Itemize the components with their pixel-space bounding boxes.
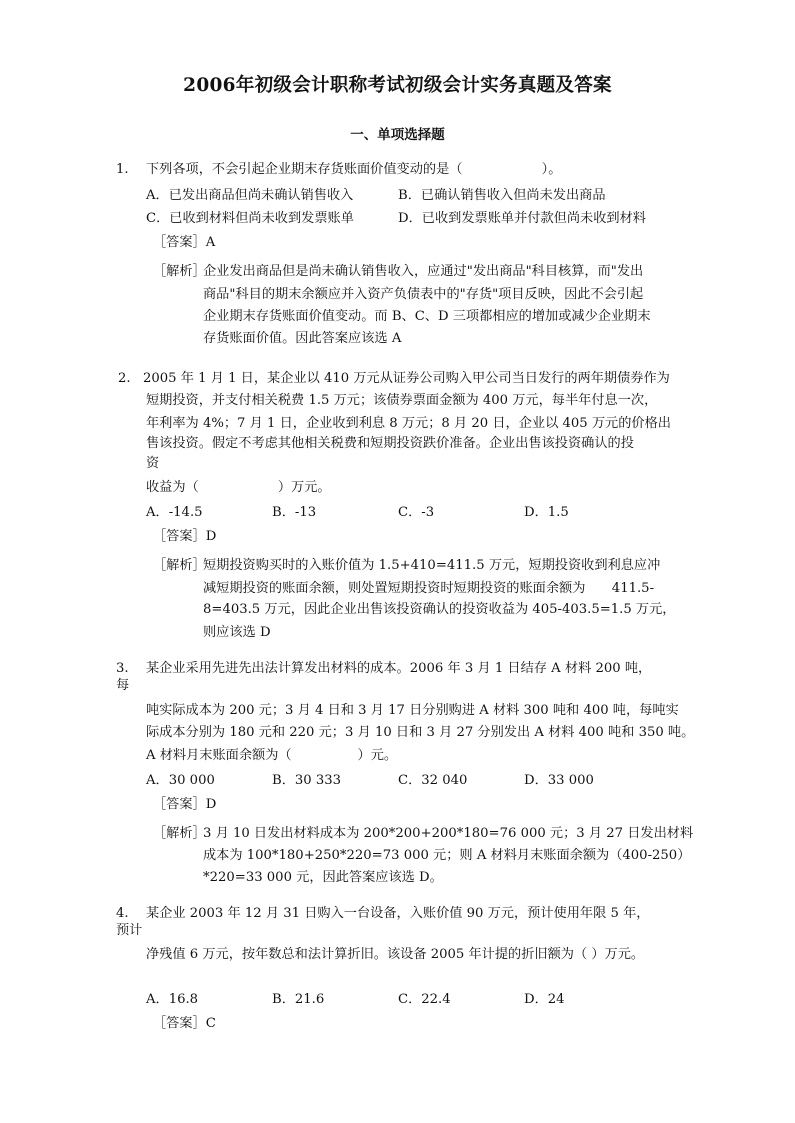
q2-stem-line: 2005 年 1 月 1 日，某企业以 410 万元从证券公司购入甲公司当日发行的两年期债券作为 <box>143 371 670 386</box>
q2-stem-line: 收益为（ ）万元。 <box>146 480 331 495</box>
q2-option-a: A．-14.5 <box>146 505 203 520</box>
q4-stem-line: 净残值 6 万元，按年数总和法计算折旧。该设备 2005 年计提的折旧额为（ ）万元。 <box>146 947 645 962</box>
q3-stem-line: 每 <box>116 678 130 693</box>
q3-analysis-line: 3 月 10 日发出材料成本为 200*200+200*180=76 000 元；3 月 27 日发出材料 <box>203 826 694 841</box>
section-heading: 一、单项选择题 <box>350 127 445 143</box>
document-title: 2006年初级会计职称考试初级会计实务真题及答案 <box>183 75 612 96</box>
q1-stem: 下列各项，不会引起企业期末存货账面价值变动的是（ ）。 <box>146 162 562 177</box>
q1-option-d: D．已收到发票账单并付款但尚未收到材料 <box>398 211 646 226</box>
q2-stem-line: 资 <box>146 456 160 471</box>
q1-analysis-label: ［解析］ <box>153 264 206 279</box>
q2-option-d: D．1.5 <box>524 505 569 520</box>
q2-stem-line: 短期投资，并支付相关税费 1.5 万元；该债券票面金额为 400 万元，每半年付息一次， <box>146 393 658 408</box>
q1-analysis-line: 商品"科目的期末余额应并入资产负债表中的"存货"项目反映，因此不会引起 <box>203 287 644 302</box>
q4-number: 4. <box>116 906 129 921</box>
q2-analysis-label: ［解析］ <box>153 558 206 573</box>
q4-stem-line: 某企业 2003 年 12 月 31 日购入一台设备，入账价值 90 万元，预计使用年限 5 年， <box>146 906 650 921</box>
q3-option-c: C．32 040 <box>398 773 468 788</box>
q3-answer: ［答案］D <box>153 797 217 812</box>
q4-option-d: D．24 <box>524 992 565 1007</box>
q4-option-b: B．21.6 <box>272 992 325 1007</box>
q1-option-c: C．已收到材料但尚未收到发票账单 <box>146 211 354 226</box>
q2-option-b: B．-13 <box>272 505 317 520</box>
q3-number: 3. <box>116 661 129 676</box>
q3-option-d: D．33 000 <box>524 773 594 788</box>
q2-stem-line: 年利率为 4%；7 月 1 日，企业收到利息 8 万元；8 月 20 日，企业以 405 万元的价格出 <box>146 416 671 431</box>
q1-option-a: A．已发出商品但尚未确认销售收入 <box>146 188 354 203</box>
q3-analysis-line: *220=33 000 元，因此答案应该选 D。 <box>203 870 443 885</box>
q2-analysis-line: 则应该选 D <box>203 625 271 640</box>
q3-analysis-line: 成本为 100*180+250*220=73 000 元；则 A 材料月末账面余额为（400-250） <box>203 848 691 863</box>
q2-analysis-line: 短期投资购买时的入账价值为 1.5+410=411.5 万元，短期投资收到利息应冲 <box>203 558 661 573</box>
q2-number: 2. <box>118 371 131 386</box>
q1-option-b: B．已确认销售收入但尚未发出商品 <box>398 188 606 203</box>
q2-stem-line: 售该投资。假定不考虑其他相关税费和短期投资跌价准备。企业出售该投资确认的投 <box>146 436 634 451</box>
q2-analysis-line: 减短期投资的账面余额，则处置短期投资时短期投资的账面余额为 411.5- <box>203 581 655 596</box>
q1-analysis-line: 企业发出商品但是尚未确认销售收入，应通过"发出商品"科目核算，而"发出 <box>203 264 644 279</box>
q3-option-b: B．30 333 <box>272 773 342 788</box>
q3-analysis-label: ［解析］ <box>153 826 206 841</box>
q1-analysis-line: 企业期末存货账面价值变动。而 B、C、D 三项都相应的增加或减少企业期末 <box>203 309 651 324</box>
q2-answer: ［答案］D <box>153 529 217 544</box>
q3-stem-line: A 材料月末账面余额为（ ）元。 <box>146 748 398 763</box>
q4-stem-line: 预计 <box>116 923 143 938</box>
q3-option-a: A．30 000 <box>146 773 215 788</box>
q3-stem-line: 际成本分别为 180 元和 220 元；3 月 10 日和 3 月 27 分别发出 A 材料 400 吨和 350 吨。 <box>146 725 695 740</box>
q2-option-c: C．-3 <box>398 505 435 520</box>
q3-stem-line: 吨实际成本为 200 元；3 月 4 日和 3 月 17 日分别购进 A 材料 300 吨和 400 吨，每吨实 <box>146 703 679 718</box>
q2-analysis-line: 8=403.5 万元，因此企业出售该投资确认的投资收益为 405-403.5=1.5 万元， <box>203 602 676 617</box>
q1-analysis-line: 存货账面价值。因此答案应该选 A <box>203 331 402 346</box>
q4-option-a: A．16.8 <box>146 992 199 1007</box>
q3-stem-line: 某企业采用先进先出法计算发出材料的成本。2006 年 3 月 1 日结存 A 材料 200 吨， <box>146 661 652 676</box>
q4-answer: ［答案］C <box>153 1016 216 1031</box>
q4-option-c: C．22.4 <box>398 992 451 1007</box>
q1-number: 1. <box>116 162 129 177</box>
q1-answer: ［答案］A <box>153 235 216 250</box>
